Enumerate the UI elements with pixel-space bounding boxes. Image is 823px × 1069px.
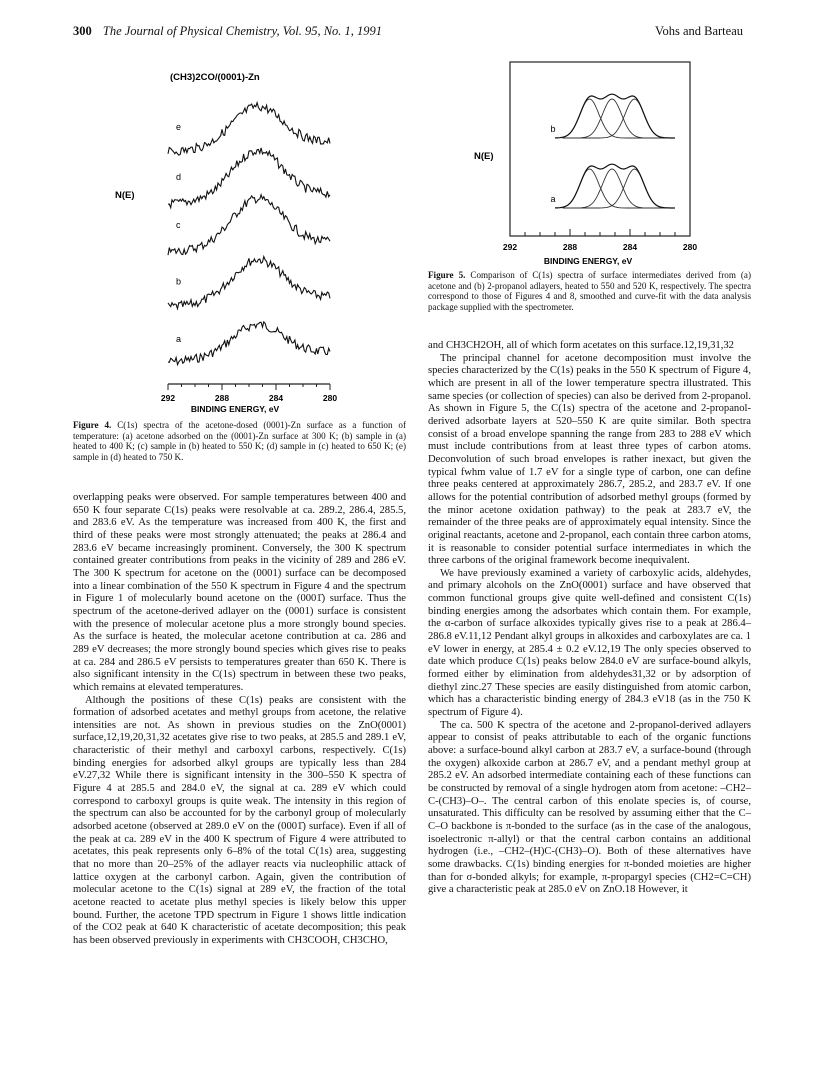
figure-4-tick-label: 292 <box>160 393 176 403</box>
figure-4-spectrum-b <box>168 257 330 309</box>
figure-5-ylabel: N(E) <box>474 151 494 162</box>
left-column <box>73 492 406 948</box>
figure-4-spectrum-e <box>168 103 330 156</box>
figure-4-curve-label: d <box>176 172 182 182</box>
figure-5 <box>470 58 760 268</box>
figure-4-tick-label: 284 <box>268 393 284 403</box>
paragraph: We have previously examined a variety of carboxylic acids, aldehydes, and primary alcohols on the ZnO(0001) surface and have observed that common functional groups give quite well-defined and consistent C(1s) binding energies among the adsorbates which contain them. For example, the α-carbon of surface alkoxides typically gives rise to a peak at 286.4–286.8 eV.11,12 Pendant alkyl groups in alkoxides and carboxylates are ca. 1 eV lower in energy, at 285.4 ± 0.2 eV.12,19 The only species observed to date which produce C(1s) peaks below 284.0 eV are surface-bound alkyls, formed either by elimination from aldehydes31,32 or by adsorption of diethyl zinc.27 These species are easily distinguished from atomic carbon, which has a characteristic binding energy of 284.3 eV18 (as in the 750 K spectrum of Figure 4). <box>428 567 751 719</box>
figure-4-curve-label: c <box>176 220 181 230</box>
figure-5-tick-label: 292 <box>502 242 518 252</box>
figure-5-caption-label: Figure 5. <box>428 270 466 280</box>
figure-4 <box>90 58 410 416</box>
figure-5-tick-label: 280 <box>682 242 698 252</box>
paragraph: The principal channel for acetone decomposition must involve the species characterized by the C(1s) peaks in the 550 K spectrum of Figure 4, which are present in all of the lower temperature spectra illustrated. This same species (or collection of species) can also be derived from 2-propanol. As shown in Figure 5, the C(1s) spectra of the acetone and 2-propanol-derived adsorbate layers at 520–550 K are quite similar. Both spectra consist of a broad envelope spanning the range from 283 to 288 eV which must include contributions from at least three types of carbon atoms. Deconvolution of such broad envelopes is rather inexact, but given the typical fwhm value of 1.7 eV for a single type of carbon, one can define three peaks centered at approximately 286.7, 285.2, and 283.7 eV. If one allows for the potential contribution of adsorbed methyl groups (formed by the minor acetone oxidation pathway) to the peak at 283.7 eV, the remainder of the three peaks are of approximately equal intensity. Since the original reactants, acetone and 2-propanol, each contain three carbon atoms, it is reasonable to consider potential surface intermediates in which the three carbons of the original framework become inequivalent. <box>428 352 751 567</box>
paragraph: Although the positions of these C(1s) peaks are consistent with the formation of adsorbed acetates and methyl groups from acetone, the relative intensities are not. As shown in previous studies on the ZnO(0001) surface,12,19,20,31,32 acetates give rise to two peaks, at 285.5 and 289.1 eV, characteristic of their methyl and carboxyl carbons, respectively. C(1s) binding energies for adsorbed alkyl groups are typically less than 284 eV.27,32 While there is significant intensity in the 300–550 K spectra of Figure 4 at 285.5 and 284.0 eV, the signal at ca. 289 eV which could correspond to carboxyl groups is quite weak. The intensity in this region of the spectrum can also be accounted for by the carbonyl group of molecularly adsorbed acetone (observed at 289.0 eV on the (0001̄) surface). Even if all of the peak at ca. 289 eV in the 400 K spectrum of Figure 4 were attributed to acetates, this peak represents only 6–8% of the total C(1s) area, suggesting that no more than 20–25% of the adlayer reacts via nucleophilic attack of lattice oxygen at the carbonyl carbon. Again, given the contribution of molecular acetone to the C(1s) signal at 289 eV, the fraction of the total acetone reacted to acetate plus methyl species is likely below this upper bound. Further, the acetone TPD spectrum in Figure 1 shows little indication of the CO2 peak at 640 K characteristic of acetate decomposition; this peak has been observed previously in experiments with CH3COOH, CH3CHO, <box>73 694 406 946</box>
figure-4-spectrum-c <box>168 195 330 255</box>
figure-4-curve-label: a <box>176 334 182 344</box>
figure-4-caption <box>73 420 406 462</box>
figure-4-caption-text: C(1s) spectra of the acetone-dosed (0001)-Zn surface as a function of temperature: (a) acetone adsorbed on the (0001)-Zn surface at 300 K; (b) sample in (a) heated to 400 K; (c) sample in (b) heated to 550 K; (d) sample in (c) heated to 650 K; (e) sample in (d) heated to 750 K. <box>73 420 406 462</box>
figure-4-plot <box>90 58 410 416</box>
right-column <box>428 340 751 897</box>
figure-4-spectrum-a <box>168 322 330 365</box>
paragraph: overlapping peaks were observed. For sample temperatures between 400 and 650 K four separate C(1s) peaks were resolvable at ca. 289.2, 286.4, 285.5, and 283.6 eV. As the temperature was increased from 400 K, the first and third of these peaks were most strongly attenuated; the peaks at 286.4 and 283.6 eV became increasingly prominent. Conversely, the 300 K spectrum contained greater contributions from peaks in the vicinity of 289 and 286 eV. The 300 K spectrum for acetone on the (0001) surface can be decomposed into a linear combination of the 550 K spectrum in Figure 4 and the spectrum in Figure 1 of molecularly bound acetone on the (0001̄) surface. Thus the spectrum of the acetone-derived adlayer on the (0001) surface is consistent with the presence of molecular acetone plus a more strongly bound species. As the surface is heated, the molecular acetone contribution at ca. 286 and 289 eV decreases; the more strongly bound species which gives rise to peaks at ca. 284 and 286.5 eV persists to temperatures greater than 650 K. There is also significant intensity in the C(1s) spectrum in between these two peaks, which remains at elevated temperatures. <box>73 492 406 693</box>
figure-4-caption-label: Figure 4. <box>73 420 112 430</box>
figure-5-xlabel: BINDING ENERGY, eV <box>543 256 633 266</box>
page-number: 300 <box>73 24 92 38</box>
paragraph: and CH3CH2OH, all of which form acetates on this surface.12,19,31,32 <box>428 340 734 351</box>
figure-5-caption <box>428 270 751 312</box>
figure-4-xlabel: BINDING ENERGY, eV <box>190 404 280 414</box>
figure-5-frame <box>510 62 690 236</box>
figure-4-curve-label: b <box>176 276 182 287</box>
journal-title: The Journal of Physical Chemistry, Vol. 95, No. 1, 1991 <box>102 24 383 38</box>
figure-4-curve-label: e <box>176 122 182 132</box>
figure-5-tick-label: 284 <box>622 242 638 252</box>
figure-5-caption-text: Comparison of C(1s) spectra of surface intermediates derived from (a) acetone and (b) 2-propanol adlayers, heated to 550 and 520 K, respectively. The spectra correspond to those of Figures 4 and 8, smoothed and curve-fit with the data analysis package supplied with the spectrometer. <box>428 270 751 312</box>
running-header <box>73 24 743 42</box>
figure-5-curve-label: a <box>550 194 556 204</box>
figure-5-curve-label: b <box>550 124 556 134</box>
authors: Vohs and Barteau <box>655 24 743 38</box>
figure-4-ylabel: N(E) <box>115 190 135 201</box>
figure-4-tick-label: 288 <box>214 393 230 403</box>
figure-5-plot <box>470 58 760 268</box>
figure-4-tick-label: 280 <box>322 393 338 403</box>
figure-5-tick-label: 288 <box>562 242 578 252</box>
figure-4-title: (CH3)2CO/(0001)-Zn <box>170 72 260 83</box>
paragraph: The ca. 500 K spectra of the acetone and 2-propanol-derived adlayers appear to consist of peaks attributable to each of the organic functions above: a surface-bound alkyl carbon at 283.7 eV, a surface-bound (through the oxygen) alkoxide carbon at 286.7 eV, and a pendant methyl group at 285.2 eV. An adsorbed intermediate containing each of these functions can be constructed by removal of a single hydrogen atom from acetone: –CH2–C-(CH3)–O–. The central carbon of this enolate species is, of course, unsaturated. This difficulty can be resolved by assuming either that the C–C–O backbone is π-bonded to the surface (as in the case of the analogous, isoelectronic π-allyl) or that the central carbon contains an additional hydrogen (i.e., –CH2–(H)C-(CH3)–O). Both of these alternatives have some drawbacks. C(1s) binding energies for π-bonded moieties are higher than for σ-bonded alkyls; for example, π-propargyl species (CH2=C=CH) give a characteristic peak at 285.0 eV on ZnO.18 However, it <box>428 719 751 896</box>
